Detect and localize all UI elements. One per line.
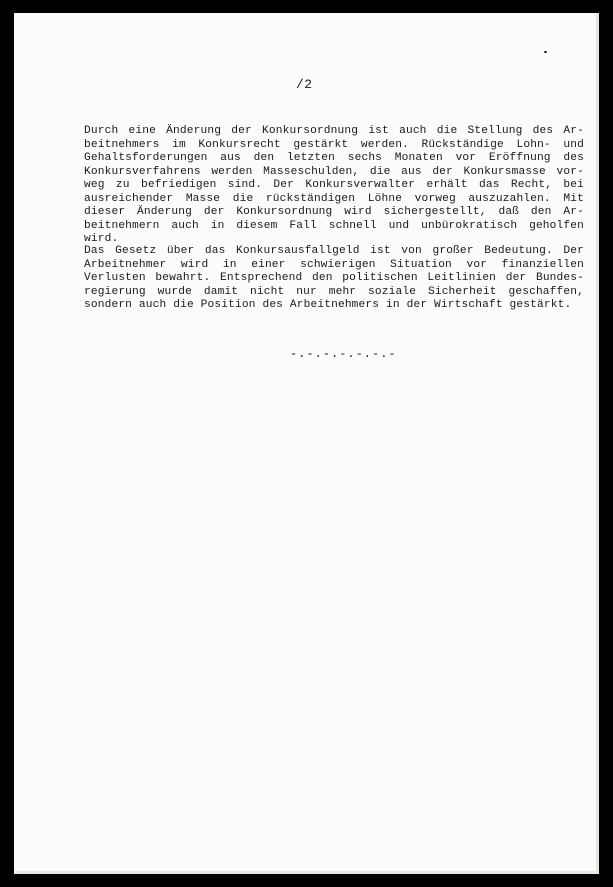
document-page [14, 13, 599, 874]
text-line: weg zu befriedigen sind. Der Konkursverwalter erhält das Recht, bei [84, 179, 584, 191]
text-line: Arbeitnehmer wird in einer schwierigen Situation vor finanziellen [84, 258, 584, 271]
text-line: beitnehmers im Konkursrecht gestärkt werden. Rückständige Lohn- und [84, 138, 584, 151]
page-edge-right [596, 13, 599, 874]
text-line: ausreichender Masse die rückständigen Löhne vorweg auszuzahlen. Mit [84, 192, 584, 205]
text-line: Das Gesetz über das Konkursausfallgeld ist von großer Bedeutung. Der [84, 245, 584, 257]
text-line: wird. [84, 233, 119, 245]
text-line: beitnehmern auch in diesem Fall schnell und unbürokratisch geholfen [84, 219, 584, 232]
text-line: Gehaltsforderungen aus den letzten sechs Monaten vor Eröffnung des [84, 152, 584, 164]
closing-separator: -.-.-.-.-.-.- [290, 347, 397, 361]
text-line: Verlusten bewahrt. Entsprechend den politischen Leitlinien der Bundes- [84, 272, 584, 284]
page-number: /2 [296, 77, 313, 92]
paragraph-konkursordnung [84, 125, 584, 247]
text-line: Durch eine Änderung der Konkursordnung ist auch die Stellung des Ar- [84, 125, 584, 137]
text-line: regierung wurde damit nicht nur mehr soziale Sicherheit geschaffen, [84, 285, 584, 298]
scan-speck [544, 51, 547, 53]
text-line: sondern auch die Position des Arbeitnehmers in der Wirtschaft gestärkt. [84, 299, 572, 311]
text-line: Konkursverfahrens werden Masseschulden, die aus der Konkursmasse vor- [84, 165, 584, 178]
paragraph-konkursausfallgeld [84, 245, 584, 313]
page-edge-bottom [14, 871, 599, 874]
text-line: dieser Änderung der Konkursordnung wird sichergestellt, daß den Ar- [84, 206, 584, 218]
